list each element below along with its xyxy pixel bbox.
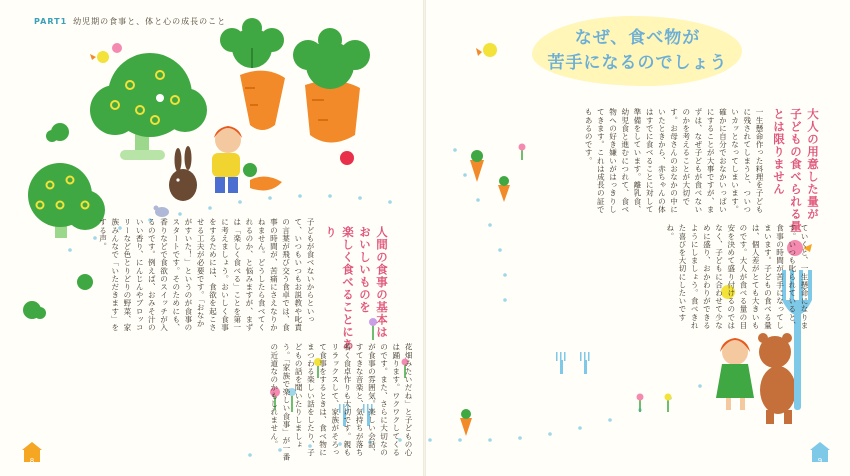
body-text-right-2: ていくと、一生懸命になります。いつも叱られていると、食事の時間が苦手になってしまいます。子どもの食べる量は、個人差がとても大きいものです。大人が食べる量の目安を決めて盛り付けるのではなく、子どもに合わせて少なめに盛り、おかわりができるようにしましょう。食べきれた喜びを大切にしたいですね。	[665, 224, 809, 330]
heading-line-3: とは限りません	[772, 108, 786, 196]
page-number-left: 8	[29, 457, 35, 465]
heading-line-3: 楽しく食べることにあり	[324, 226, 355, 351]
part-label: PART1	[34, 17, 68, 26]
body-text-left-2: 花畑みたいだね」と子どもの心は踊ります。ワクワクしてくるのです。また、さらに大切なのが食事の雰囲気。楽しい会話、すてきな音楽と、気持ちが落ち着く食卓作りも大切です。親もリラックスして、家族がそろって食事をするときは、食べ物にまつわる楽しい話をしたり、子どもの話を聞いたりしましょう。「家族で楽しい食事」が一番の近道なのかもしれません。	[269, 343, 413, 461]
page-title	[540, 26, 735, 76]
title-line-1: なぜ、食べ物が	[574, 28, 701, 48]
running-header	[34, 16, 226, 27]
title-line-2: 苦手になるのでしょう	[547, 53, 728, 73]
section-heading-left	[322, 226, 390, 356]
section-heading-right	[770, 108, 821, 243]
left-page	[0, 0, 424, 476]
heading-line-1: 大人の用意した量が	[806, 108, 820, 221]
body-text-left-1: 子どもが食べないからといって、いつもいつもお説教や叱責の言葉が飛び交う食卓では、食事の時間が、苦痛にさえなりかねません。どうしたら食べてくれるのか、と悩みますが、まずは「楽しく食べる」ことを第一に考えましょう。おいしく食事をするためには、食欲を起こさせる工夫が必要です。「おなかがすいた！」というのが食事のスタートです。そのためにも、香りなどで食欲のスイッチが入るのです。例えば、おみそ汁のいい香り、にんじんやブロッコリーなど色とりどりの野菜、家族みんなで「いただきます」をする声。	[98, 218, 315, 332]
heading-line-1: 人間の食事の基本は	[375, 226, 389, 339]
heading-line-2: おいしいものを	[358, 226, 372, 314]
body-text-right-1: 一生懸命作った料理を子どもに残されてしまうと、ついついカッとなってしまいます。確かに自分でおなかいっぱいにすることが大事ですが、まずは、なぜ子どもが食べないのかを考えることが大切です。お母さんのおなかの中にいたときから、赤ちゃんの体はすでに食べることに対して準備をしています。離乳食、幼児食と進むにつれて、食べ物への好き嫌いがはっきりしてきます。これは成長の証でもあるのです。	[584, 108, 764, 214]
heading-line-2: 子どもの食べられる量	[789, 108, 803, 233]
page-number-right: 9	[817, 457, 823, 465]
section-title: 幼児期の食事と、体と心の成長のこと	[73, 17, 227, 26]
